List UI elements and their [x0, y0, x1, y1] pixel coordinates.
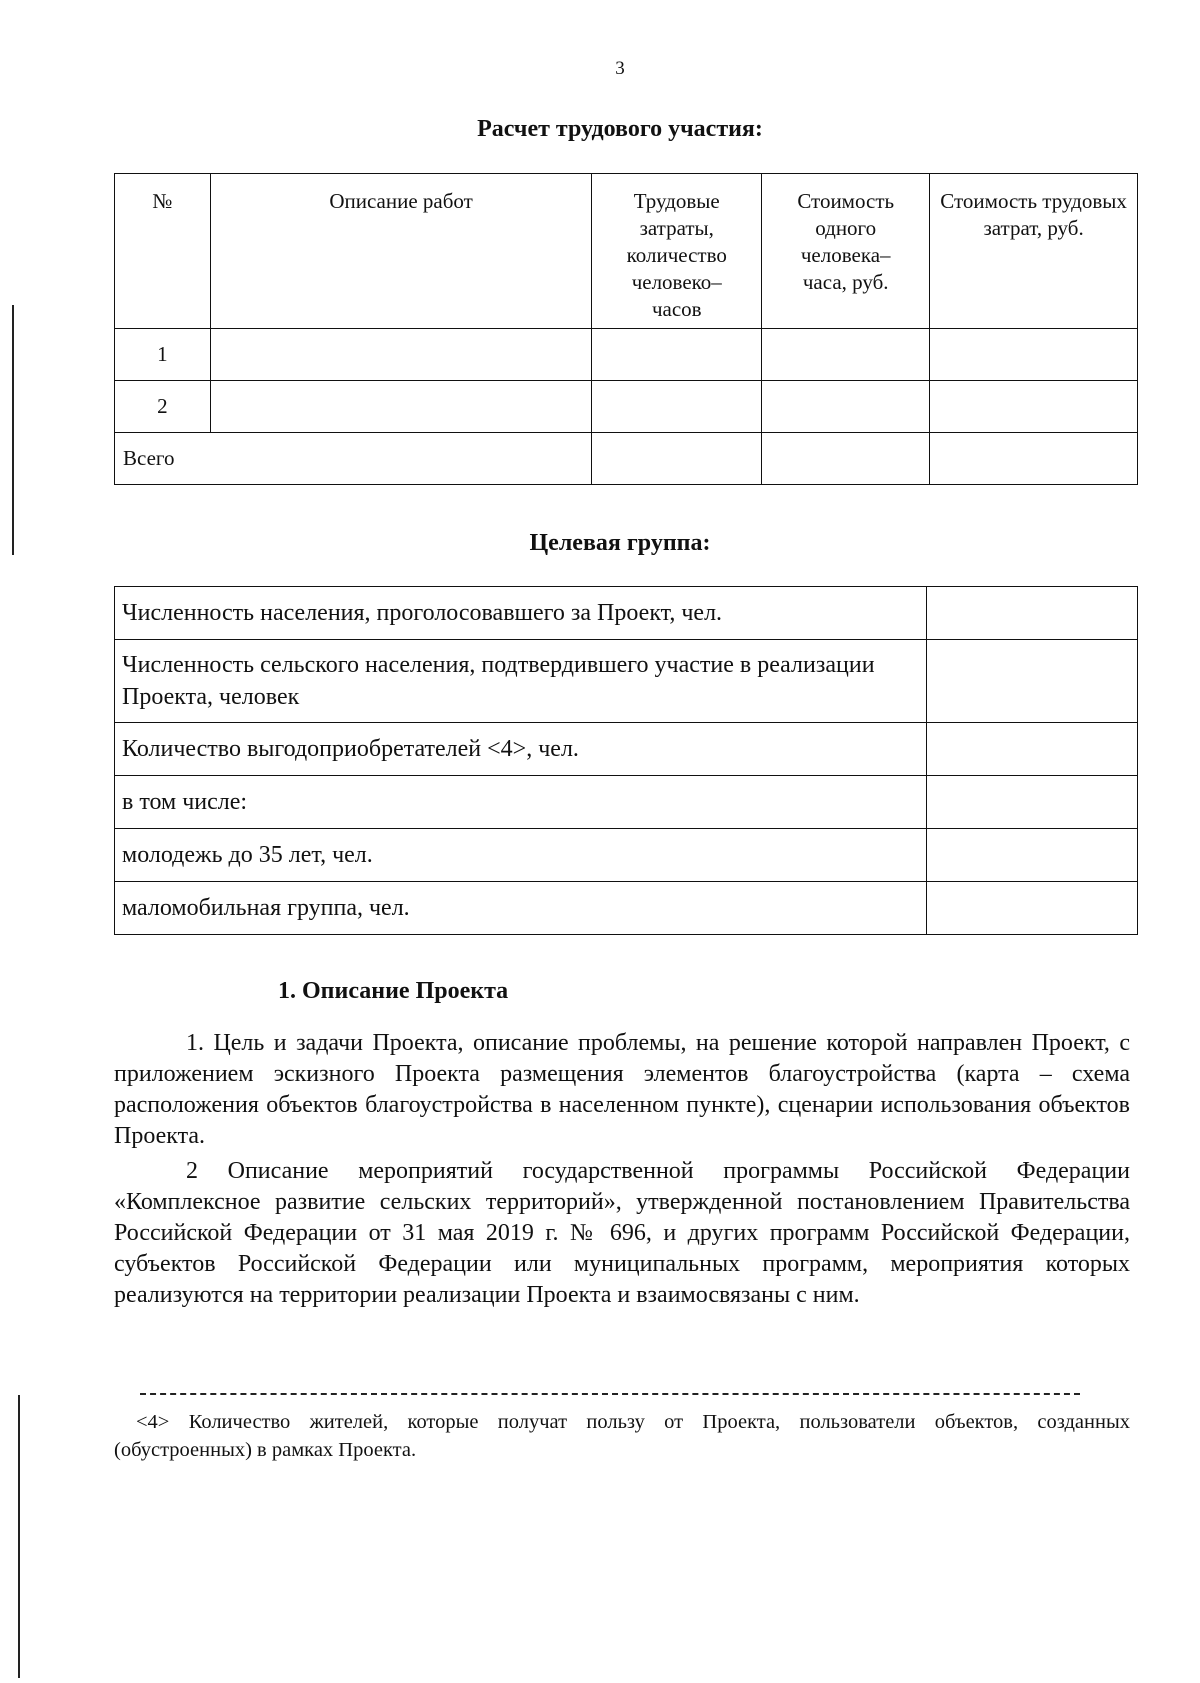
row-hour-cost: [762, 329, 930, 381]
total-row: [115, 433, 1138, 485]
target-row-label: Количество выгодоприобретателей <4>, чел.: [115, 723, 927, 776]
row-hour-cost: [762, 381, 930, 433]
table-row: [115, 381, 1138, 433]
labor-table-header-row: [115, 174, 1138, 329]
row-number: 2: [115, 381, 211, 433]
column-header-hours: Трудовые затраты, количество человеко–часов: [592, 174, 762, 329]
table-row: [115, 640, 1138, 723]
column-header-total-cost: Стоимость трудовых затрат, руб.: [930, 174, 1138, 329]
table-row: [115, 329, 1138, 381]
total-label: Всего: [115, 433, 592, 485]
column-header-hour-cost: Стоимость одного человека–часа, руб.: [762, 174, 930, 329]
row-description: [210, 329, 591, 381]
page-number: 3: [615, 58, 625, 79]
row-total-cost: [930, 329, 1138, 381]
column-header-number: №: [115, 174, 211, 329]
labor-table: [114, 173, 1138, 485]
row-hours: [592, 381, 762, 433]
footnote: <4> Количество жителей, которые получат пользу от Проекта, пользователи объектов, созданных (обустроенных) в рамках Проекта.: [114, 1411, 1130, 1461]
target-row-label: Численность сельского населения, подтвердившего участие в реализации Проекта, человек: [115, 640, 927, 723]
row-description: [210, 381, 591, 433]
total-cost: [930, 433, 1138, 485]
project-paragraph-2: 2 Описание мероприятий государственной программы Российской Федерации «Комплексное развитие сельских территорий», утвержденной постановлением Правительства Российской Федерации от 31 мая 2019 г. № 696, и других программ Российской Федерации, субъектов Российской Федерации или муниципальных программ, мероприятия которых реализуются на территории реализации Проекта и взаимосвязаны с ним.: [114, 1158, 1130, 1308]
table-row: [115, 882, 1138, 935]
row-total-cost: [930, 381, 1138, 433]
target-row-value: [927, 829, 1138, 882]
project-paragraph-1: 1. Цель и задачи Проекта, описание проблемы, на решение которой направлен Проект, с приложением эскизного Проекта размещения элементов благоустройства (карта – схема расположения объектов благоустройства в населенном пункте), сценарии использования объектов Проекта.: [114, 1030, 1130, 1149]
target-row-label: в том числе:: [115, 776, 927, 829]
target-section-title: Целевая группа:: [529, 530, 711, 556]
row-hours: [592, 329, 762, 381]
scan-edge-line: [18, 1395, 20, 1678]
table-row: [115, 829, 1138, 882]
total-hour-cost: [762, 433, 930, 485]
target-row-label: маломобильная группа, чел.: [115, 882, 927, 935]
target-row-value: [927, 640, 1138, 723]
project-section-title: 1. Описание Проекта: [278, 978, 509, 1004]
total-hours: [592, 433, 762, 485]
column-header-description: Описание работ: [210, 174, 591, 329]
footnote-separator: [140, 1393, 1080, 1395]
table-row: [115, 723, 1138, 776]
target-row-value: [927, 882, 1138, 935]
target-group-table: [114, 586, 1138, 935]
target-row-value: [927, 587, 1138, 640]
target-row-value: [927, 776, 1138, 829]
target-row-label: молодежь до 35 лет, чел.: [115, 829, 927, 882]
target-row-label: Численность населения, проголосовавшего за Проект, чел.: [115, 587, 927, 640]
scan-edge-line: [12, 305, 14, 555]
target-row-value: [927, 723, 1138, 776]
table-row: [115, 776, 1138, 829]
labor-section-title: Расчет трудового участия:: [477, 116, 763, 142]
table-row: [115, 587, 1138, 640]
row-number: 1: [115, 329, 211, 381]
